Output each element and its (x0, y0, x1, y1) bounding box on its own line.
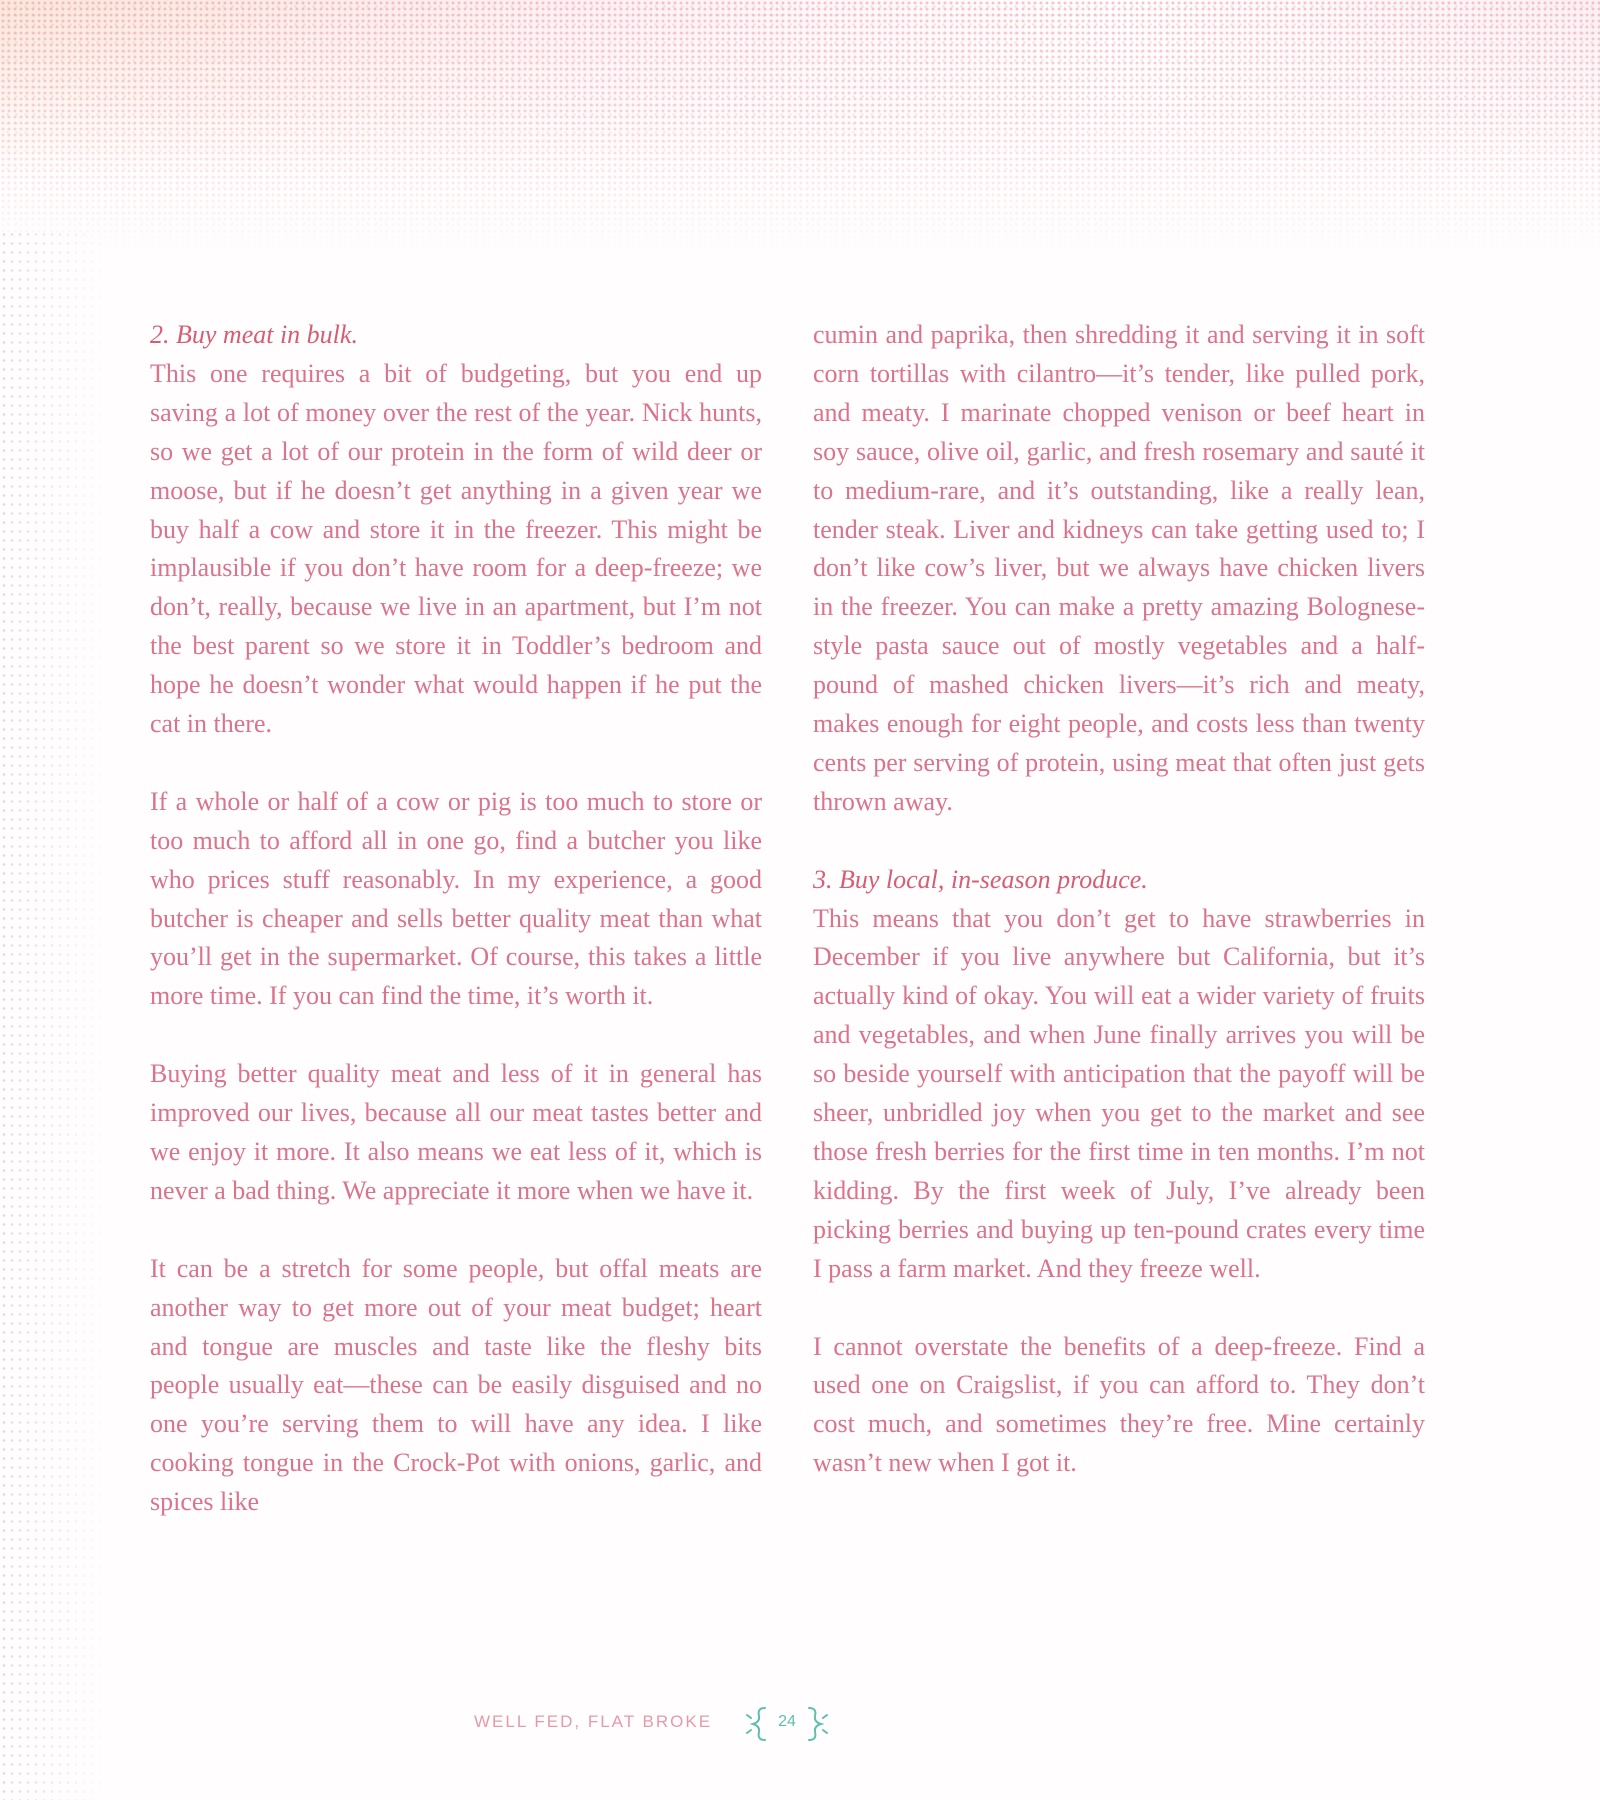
paragraph: If a whole or half of a cow or pig is too much to store or too much to afford all in one go, find a butcher you like who prices stuff reasonably. In my experience, a good butcher is cheaper and sells better quality meat than what you’ll get in the supermarket. Of course, this takes a little more time. If you can find the time, it’s worth it. (150, 786, 762, 1011)
paragraph-continued: cumin and paprika, then shredding it and serving it in soft corn tortillas with cilantro—it’s tender, like pulled pork, and meaty. I marinate chopped venison or beef heart in soy sauce, olive oil, garlic, and fresh rosemary and sauté it to medium-rare, and it’s outstanding, like a really lean, tender steak. Liver and kidneys can take getting used to; I don’t like cow’s liver, but we always have chicken livers in the freezer. You can make a pretty amazing Bolognese-style pasta sauce out of mostly vegetables and a half-pound of mashed chicken livers—it’s rich and meaty, makes enough for eight people, and costs less than twenty cents per serving of protein, using meat that often just gets thrown away. (813, 320, 1425, 816)
page-number: 24 (778, 1713, 796, 1730)
right-column (813, 316, 1425, 1522)
section-heading-buy-meat: 2. Buy meat in bulk. (150, 320, 358, 349)
paragraph: I cannot overstate the benefits of a deep-freeze. Find a used one on Craigslist, if you can afford to. They don’t cost much, and sometimes they’re free. Mine certainly wasn’t new when I got it. (813, 1331, 1425, 1478)
paragraph: Buying better quality meat and less of it in general has improved our lives, because all our meat tastes better and we enjoy it more. It also means we eat less of it, which is never a bad thing. We appreciate it more when we have it. (150, 1059, 762, 1205)
paragraph: This one requires a bit of budgeting, but you end up saving a lot of money over the rest of the year. Nick hunts, so we get a lot of our protein in the form of wild deer or moose, but if he doesn’t get anything in a given year we buy half a cow and store it in the freezer. This might be implausible if you don’t have room for a deep-freeze; we don’t, really, because we live in an apartment, but I’m not the best parent so we store it in Toddler’s bedroom and hope he doesn’t wonder what would happen if he put the cat in there. (150, 358, 762, 739)
running-footer-title: WELL FED, FLAT BROKE (474, 1712, 713, 1731)
section-heading-buy-local: 3. Buy local, in-season produce. (813, 864, 1148, 894)
page-number-ornament (745, 1704, 829, 1744)
paragraph: This means that you don’t get to have strawberries in December if you live anywhere but California, but it’s actually kind of okay. You will eat a wider variety of fruits and vegetables, and when June finally arrives you will be so beside yourself with anticipation that the payoff will be sheer, unbridled joy when you get to the market and see those fresh berries for the first time in ten months. I’m not kidding. By the first week of July, I’ve already been picking berries and buying up ten-pound crates every time I pass a farm market. And they freeze well. (813, 903, 1425, 1283)
paragraph: It can be a stretch for some people, but offal meats are another way to get more out of your meat budget; heart and tongue are muscles and taste like the fleshy bits people usually eat—these can be easily disguised and no one you’re serving them to will have any idea. I like cooking tongue in the Crock-Pot with onions, garlic, and spices like (150, 1253, 762, 1517)
left-column (150, 316, 762, 1522)
margin-halftone-texture (0, 230, 110, 1800)
header-halftone-texture (0, 0, 1600, 250)
page-footer (0, 1700, 1600, 1750)
